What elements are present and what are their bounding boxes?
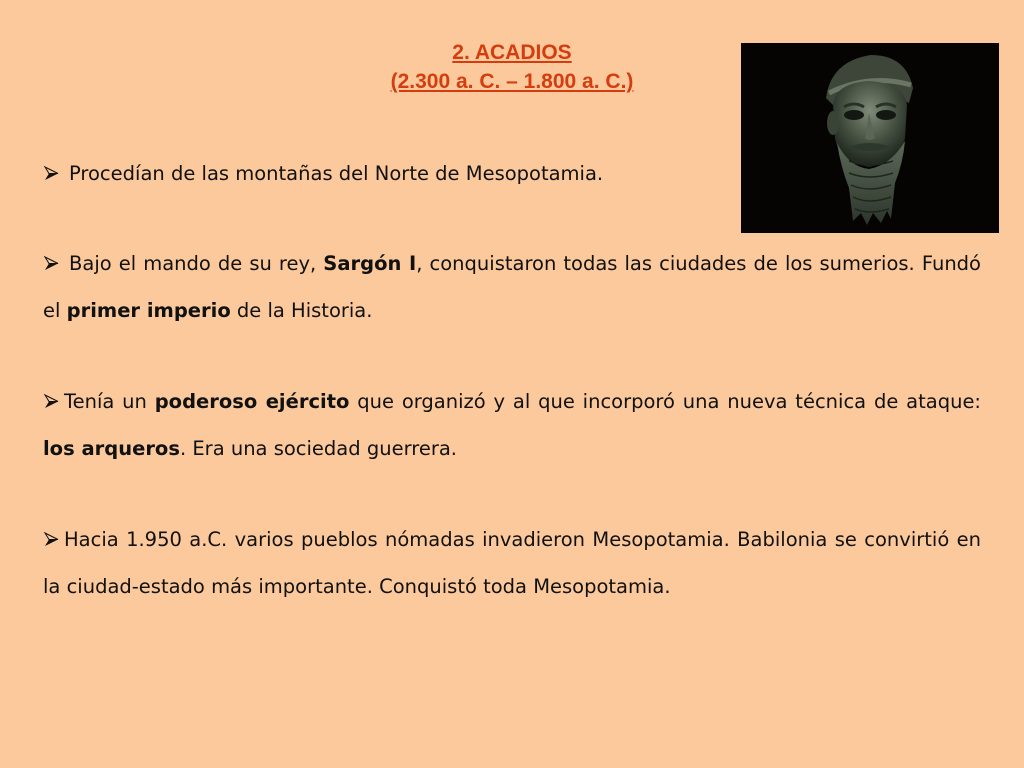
bullet-1-segment-1: Procedían de las montañas del Norte de Mesopotamia.: [69, 162, 604, 185]
bullet-item-1: [43, 150, 723, 197]
arrow-bullet-icon: [43, 393, 60, 410]
arrow-bullet-icon: [43, 531, 60, 548]
bullet-2-bold-sargon: Sargón I: [323, 252, 417, 275]
bullet-3-segment-5: . Era una sociedad guerrera.: [179, 437, 457, 460]
title-line-2: (2.300 a. C. – 1.800 a. C.): [390, 70, 634, 93]
bullet-text-1: [69, 162, 603, 185]
bullet-item-4: [43, 516, 981, 610]
slide-title: [300, 38, 724, 96]
bullet-3-segment-3: que organizó y al que incorporó una nueva técnica de ataque:: [349, 390, 982, 413]
bullet-2-bold-primer-imperio: primer imperio: [66, 299, 231, 322]
bullet-2-segment-1: Bajo el mando de su rey,: [69, 252, 324, 275]
bullet-text-2: [43, 252, 981, 322]
bullet-text-4: [43, 528, 981, 598]
bullet-3-bold-los-arqueros: los arqueros: [43, 437, 180, 460]
bullet-2-segment-3: , conquistaron todas las ciudades de los sumerios. Fundó el: [43, 252, 981, 322]
akkadian-mask-photo: [741, 43, 999, 233]
bullet-item-2: [43, 240, 981, 334]
title-line-1: 2. ACADIOS: [452, 41, 572, 64]
bullet-4-segment-1: Hacia 1.950 a.C. varios pueblos nómadas invadieron Mesopotamia. Babilonia se convirtió en la ciudad-estado más importante. Conquistó toda Mesopotamia.: [43, 528, 981, 598]
bullet-3-segment-1: Tenía un: [64, 390, 155, 413]
bullet-item-3: [43, 378, 981, 472]
bullet-2-segment-5: de la Historia.: [230, 299, 373, 322]
arrow-bullet-icon: [43, 255, 60, 272]
arrow-bullet-icon: [43, 165, 60, 182]
bullet-text-3: [43, 390, 981, 460]
bullet-3-bold-poderoso-ejercito: poderoso ejército: [154, 390, 350, 413]
akkadian-bronze-mask-icon: [741, 43, 999, 233]
